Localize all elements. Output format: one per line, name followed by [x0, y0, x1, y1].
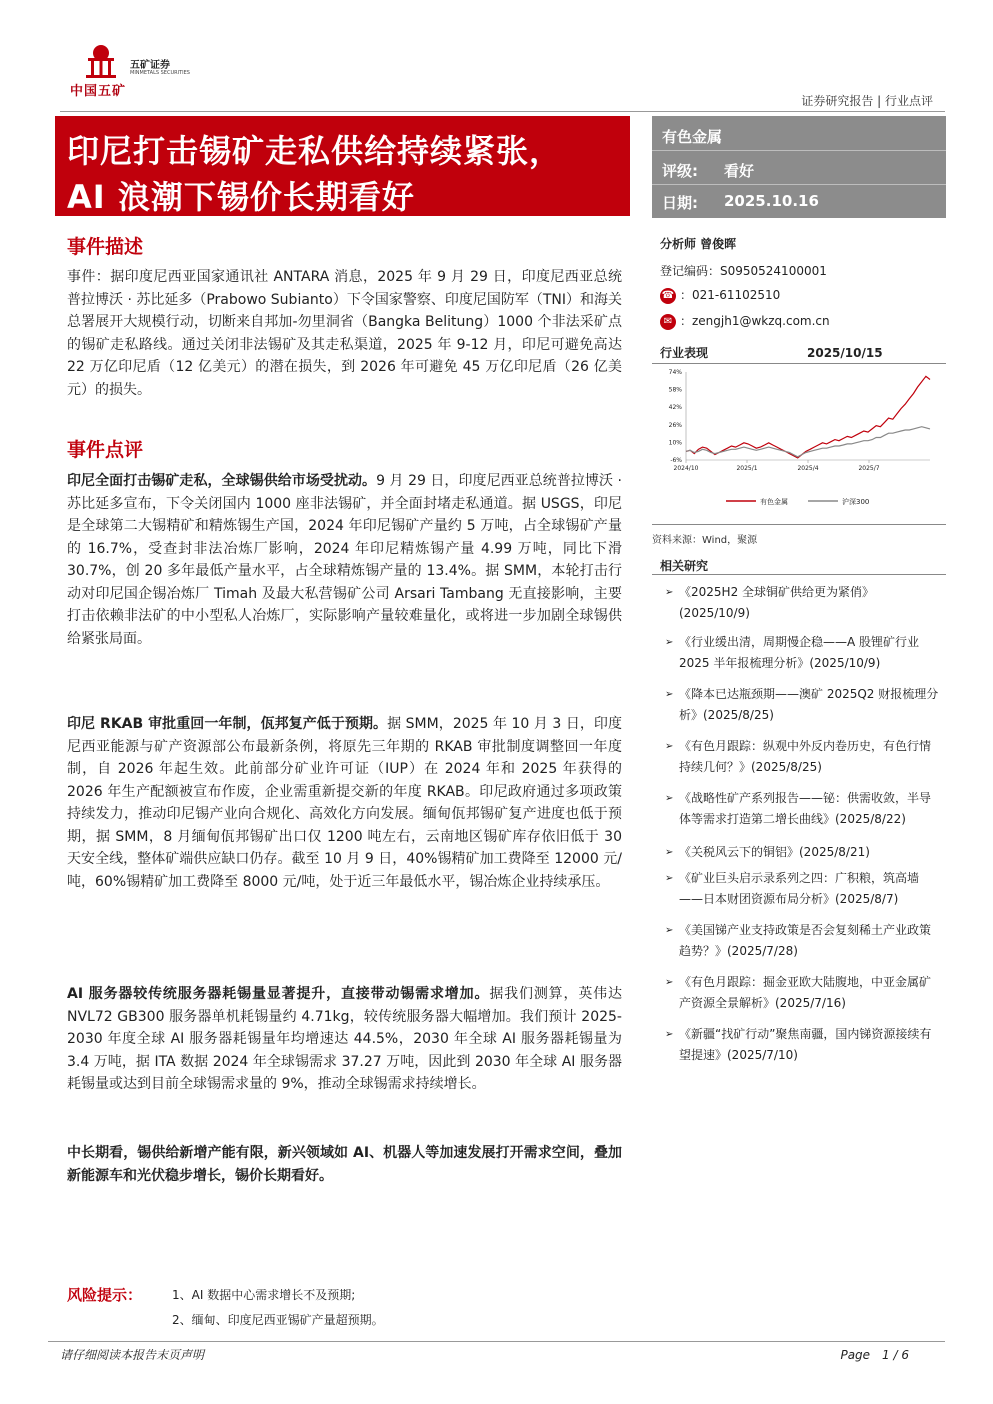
review-paragraph-3-body: 据我们测算，英伟达 NVL72 GB300 服务器单机耗锡量约 4.71kg，较传统服务器大幅增加。我们预计 2025-2030 年度全球 AI 服务器耗锡量年均增速达 44.5%，2030 年全球 AI 服务器耗锡量为 3.4 万吨，据 ITA 数据 2024 年全球锡需求 37.27 万吨，因此到 2030 年全球 AI 服务器耗锡量或达到目前全球锡需求量的 9%，推动全球锡需求持续增长。	[67, 986, 622, 1092]
related-research-item[interactable]	[665, 972, 940, 1014]
analyst-email: ：zengjh1@wkzq.com.cn	[680, 314, 830, 328]
logo-securities: 五矿证券	[130, 60, 170, 71]
x-tick-label: 2025/7	[858, 465, 880, 472]
review-paragraph-2-body: 据 SMM，2025 年 10 月 3 日，印度尼西亚能源与矿产资源部公布最新条例，将原先三年期的 RKAB 审批制度调整回一年度制，自 2026 年起生效。此前部分矿业许可证（IUP）在 2024 年和 2025 年获得的 2026 年生产配额被宣布作废，企业需重新提交新的年度 RKAB。印尼政府通过多项政策持续发力，推动印尼锡产业向合规化、高效化方向发展。缅甸佤邦锡矿复产进度也低于预期，据 SMM，8 月缅甸佤邦锡矿出口仅 1200 吨左右，云南地区锡矿库存依旧低于 30 天安全线，整体矿端供应缺口仍存。截至 10 月 9 日，40%锡精矿加工费降至 12000 元/吨，60%锡精矿加工费降至 8000 元/吨，处于近三年最低水平，锡冶炼企业持续承压。	[67, 716, 622, 890]
related-research-item[interactable]	[665, 582, 940, 624]
chart-source: 资料来源：Wind，聚源	[652, 535, 758, 546]
x-tick-label: 2025/1	[736, 465, 758, 472]
series-line-csi300	[686, 427, 930, 457]
related-research-title: 《关税风云下的铜铝》(2025/8/21)	[679, 845, 870, 859]
analyst-phone-row	[660, 286, 780, 304]
related-research-item[interactable]	[665, 788, 940, 830]
related-research-heading: 相关研究	[660, 559, 709, 573]
related-research-item[interactable]	[665, 1024, 940, 1066]
x-tick-label: 2025/4	[797, 465, 819, 472]
bullet-arrow-icon: ➢	[665, 1029, 674, 1040]
sector-name: 有色金属	[662, 128, 723, 146]
related-research-title: 《有色月跟踪：纵观中外反内卷历史，有色行情持续几何？》(2025/8/25)	[679, 739, 932, 774]
chart-date: 2025/10/15	[807, 346, 883, 360]
info-divider	[652, 184, 946, 185]
legend-label: 沪深300	[842, 498, 870, 506]
header-divider	[60, 111, 945, 112]
risk-heading: 风险提示：	[67, 1286, 143, 1304]
date-label: 日期:	[662, 194, 698, 212]
review-paragraph-4	[67, 1142, 622, 1187]
related-research-title: 《美国锑产业支持政策是否会复刻稀土产业政策趋势？》(2025/7/28)	[679, 923, 932, 958]
bullet-arrow-icon: ➢	[665, 977, 674, 988]
title-line-2: AI 浪潮下锡价长期看好	[67, 178, 415, 216]
analyst-email-row	[660, 312, 830, 330]
review-paragraph-1-lead: 印尼全面打击锡矿走私，全球锡供给市场受扰动。	[67, 473, 377, 489]
page-number: Page 1 / 6	[840, 1348, 909, 1362]
chart-title: 行业表现	[660, 346, 709, 360]
event-desc-paragraph: 事件：据印度尼西亚国家通讯社 ANTARA 消息，2025 年 9 月 29 日，印度尼西亚总统普拉博沃 · 苏比延多（Prabowo Subianto）下令国家警察、印度尼国防军（TNI）和海关总署展开大规模行动，切断来自邦加-勿里洞省（Bangka Belitung）1000 个非法采矿点的锡矿走私路线。通过关闭非法锡矿及其走私渠道，2025 年 9-12 月，印尼可避免高达 22 万亿印尼盾（12 亿美元）的潜在损失，到 2026 年可避免 45 万亿印尼盾（26 亿美元）的损失。	[67, 269, 622, 398]
analyst-reg: 登记编码：S0950524100001	[660, 264, 827, 278]
related-research-item[interactable]	[665, 842, 940, 863]
title-banner	[55, 116, 630, 216]
date-value: 2025.10.16	[724, 192, 819, 210]
info-divider	[652, 150, 946, 151]
y-tick-label: -6%	[670, 457, 682, 464]
legend-label: 有色金属	[760, 498, 788, 506]
bullet-arrow-icon: ➢	[665, 873, 674, 884]
footer-divider	[48, 1341, 945, 1342]
related-research-item[interactable]	[665, 920, 940, 962]
review-paragraph-2	[67, 713, 622, 893]
related-research-title: 《2025H2 全球铜矿供给更为紧俏》(2025/10/9)	[679, 585, 875, 620]
related-divider	[652, 574, 946, 575]
review-paragraph-1-body: 9 月 29 日，印度尼西亚总统普拉博沃 · 苏比延多宣布，下令关闭国内 1000 座非法锡矿，并全面封堵走私通道。据 USGS，印尼是全球第二大锡精矿和精炼锡生产国，2024 年印尼锡矿产量约 5 万吨，占全球锡矿产量的 16.7%，受查封非法冶炼厂影响，2024 年印尼精炼锡产量 4.99 万吨，同比下滑 30.7%，创 20 多年最低产量水平，占全球精炼锡产量的 13.4%。据 SMM，本轮打击行动对印尼国企锡冶炼厂 Timah 及最大私营锡矿公司 Arsari Tambang 无直接影响，主要打击依赖非法矿的中小型私人冶炼厂，实际影响产量较难量化，或将进一步加剧全球锡供给紧张局面。	[67, 473, 622, 647]
related-research-title: 《有色月跟踪：掘金亚欧大陆腹地，中亚金属矿产资源全景解析》(2025/7/16)	[679, 975, 932, 1010]
logo-icon	[84, 44, 118, 78]
bullet-arrow-icon: ➢	[665, 741, 674, 752]
review-paragraph-3-lead: AI 服务器较传统服务器耗锡量显著提升，直接带动锡需求增加。	[67, 986, 490, 1002]
rating-row	[662, 160, 755, 181]
risk-item-1: 1、AI 数据中心需求增长不及预期;	[172, 1288, 356, 1302]
bullet-arrow-icon: ➢	[665, 587, 674, 598]
chart-divider	[652, 363, 946, 364]
series-line-nonferrous	[686, 376, 930, 458]
logo-english: MINMETALS SECURITIES	[130, 70, 190, 76]
related-research-title: 《新疆“找矿行动”聚焦南疆，国内锑资源接续有望提速》(2025/7/10)	[679, 1027, 932, 1062]
bullet-arrow-icon: ➢	[665, 637, 674, 648]
y-tick-label: 42%	[668, 404, 682, 412]
industry-performance-chart	[652, 343, 946, 518]
bullet-arrow-icon: ➢	[665, 689, 674, 700]
review-paragraph-3	[67, 983, 622, 1096]
logo-text: 中国五矿	[70, 84, 127, 99]
review-paragraph-4-lead: 中长期看，锡供给新增产能有限，新兴领域如 AI、机器人等加速发展打开需求空间，叠加新能源车和光伏稳步增长，锡价长期看好。	[67, 1145, 622, 1184]
phone-icon: ☎	[660, 288, 676, 304]
risk-item-2: 2、缅甸、印度尼西亚锡矿产量超预期。	[172, 1313, 384, 1327]
analyst-phone: ：021-61102510	[680, 288, 781, 302]
bullet-arrow-icon: ➢	[665, 925, 674, 936]
analyst-name: 分析师 曾俊晖	[660, 237, 737, 251]
related-research-item[interactable]	[665, 632, 940, 674]
section-heading-event-review: 事件点评	[67, 439, 144, 461]
email-icon: ✉	[660, 314, 676, 330]
rating-label: 评级:	[662, 162, 698, 180]
related-research-title: 《矿业巨头启示录系列之四：广积粮，筑高墙——日本财团资源布局分析》(2025/8/7)	[679, 871, 920, 906]
rating-value: 看好	[724, 162, 755, 180]
section-heading-event-desc: 事件描述	[67, 236, 144, 258]
related-research-item[interactable]	[665, 736, 940, 778]
title-line-1: 印尼打击锡矿走私供给持续紧张，	[67, 132, 563, 170]
related-research-title: 《战略性矿产系列报告——铋：供需收敛，半导体等需求打造第二增长曲线》(2025/8/22)	[679, 791, 932, 826]
y-tick-label: 58%	[668, 386, 682, 394]
review-paragraph-2-lead: 印尼 RKAB 审批重回一年制，佤邦复产低于预期。	[67, 716, 388, 732]
y-tick-label: 26%	[668, 421, 682, 429]
bullet-arrow-icon: ➢	[665, 793, 674, 804]
related-research-title: 《行业缓出清，周期慢企稳——A 股锂矿行业 2025 半年报梳理分析》(2025/10/9)	[679, 635, 920, 670]
x-tick-label: 2024/10	[673, 465, 699, 472]
related-research-title: 《降本已达瓶颈期——澳矿 2025Q2 财报梳理分析》(2025/8/25)	[679, 687, 939, 722]
y-tick-label: 10%	[668, 439, 682, 447]
sector-info-box	[652, 116, 946, 218]
report-category: 证券研究报告 | 行业点评	[801, 94, 933, 108]
date-row	[662, 192, 819, 213]
footer-disclaimer: 请仔细阅读本报告末页声明	[60, 1348, 205, 1362]
bullet-arrow-icon: ➢	[665, 847, 674, 858]
review-paragraph-1	[67, 470, 622, 650]
chart-divider	[652, 524, 946, 525]
y-tick-label: 74%	[668, 369, 682, 376]
related-research-item[interactable]	[665, 684, 940, 726]
related-research-item[interactable]	[665, 868, 940, 910]
